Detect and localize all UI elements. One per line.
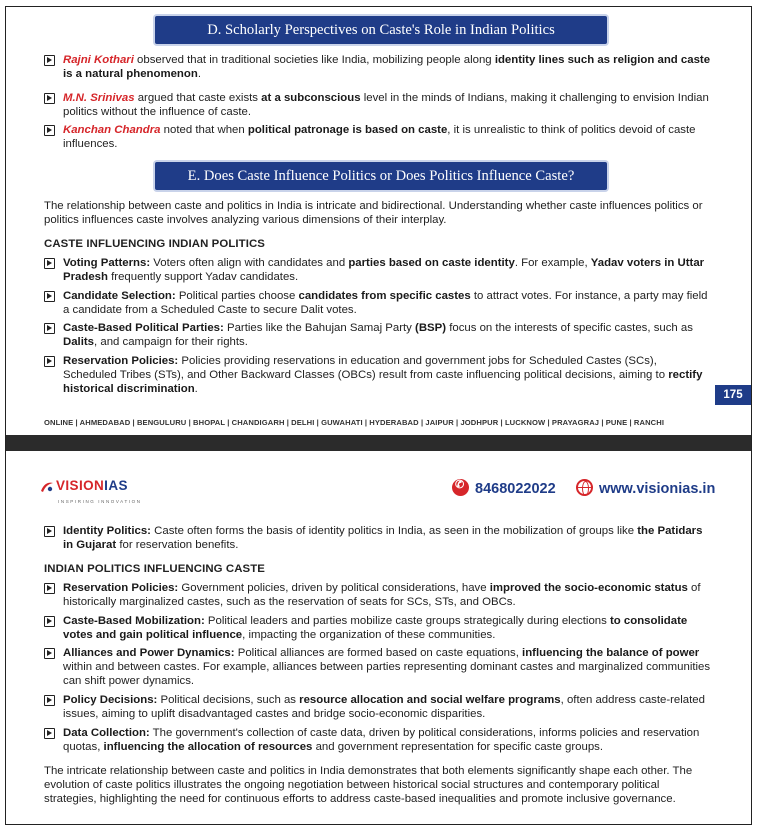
brand-tagline: INSPIRING INNOVATION [58,499,142,504]
item-text: frequently support Yadav candidates. [107,271,299,284]
item-text: level in the minds of Indians, making it challenging to envision Indian politics without the influence of caste. [63,92,709,119]
bullet-arrow-icon [44,526,55,537]
logo-swoosh-icon [40,480,54,494]
item-text: Political alliances are formed based on caste equations, [234,647,523,659]
bullet-arrow-icon [44,125,55,136]
item-label: Caste-Based Political Parties: [63,322,224,334]
item-text: Voters often align with candidates and [150,257,349,269]
item-text: Political parties choose [175,290,299,302]
item-text: Political leaders and parties mobilize caste groups strategically during elections [204,615,610,627]
item-emphasis: at a subconscious [261,92,361,104]
list-item [44,524,712,552]
brand-name [56,479,128,493]
item-label: Policy Decisions: [63,694,158,706]
phone-number: 8468022022 [475,481,556,497]
item-label: Candidate Selection: [63,290,176,302]
item-text: for reservation benefits. [116,539,239,552]
subheading-politics-influencing: INDIAN POLITICS INFLUENCING CASTE [44,563,265,575]
item-text: Caste often forms the basis of identity politics in India, as seen in the mobilization of groups like [150,525,638,537]
item-emphasis: parties based on caste identity [348,257,515,269]
item-text: argued that caste exists [134,92,262,104]
item-emphasis: Dalits [63,336,95,349]
item-emphasis: candidates from specific castes [298,290,471,302]
item-emphasis: influencing the allocation of resources [103,741,313,754]
bullet-arrow-icon [44,583,55,594]
globe-icon [576,479,593,496]
item-text: , and campaign for their rights. [94,336,248,349]
item-emphasis: influencing the balance of power [522,647,700,659]
item-text: observed that in traditional societies like India, mobilizing people along [133,54,495,66]
bullet-arrow-icon [44,356,55,367]
item-emphasis: political patronage is based on caste [247,124,448,136]
phone-icon [452,479,469,496]
bullet-arrow-icon [44,93,55,104]
item-emphasis: improved the socio-economic status [489,582,688,594]
item-label: Data Collection: [63,727,150,739]
item-text: . For example, [514,257,591,269]
bullet-arrow-icon [44,616,55,627]
item-text: . [194,383,198,396]
list-item [44,91,712,119]
item-text: , it is unrealistic to think of politics devoid of caste influences. [63,124,696,151]
subheading-caste-influencing: CASTE INFLUENCING INDIAN POLITICS [44,238,265,250]
item-emphasis: (BSP) [415,322,447,334]
page-175 [6,7,751,435]
list-item [44,123,712,151]
scholar-name: M.N. Srinivas [63,92,135,104]
bullet-arrow-icon [44,728,55,739]
item-text: to attract votes. For instance, a party may field a candidate from a Scheduled Caste to secure Dalit votes. [63,290,708,317]
bullet-arrow-icon [44,291,55,302]
list-item [44,289,712,317]
item-text: Political decisions, such as [157,694,300,706]
section-e-intro: The relationship between caste and politics in India is intricate and bidirectional. Understanding whether caste influences politics or politics influences caste involves analyzing various dimensions of their interplay. [44,200,703,227]
item-text: Policies providing reservations in education and government jobs for Scheduled Castes (SCs), Scheduled Tribes (STs), and Other Backward Classes (OBCs) result from caste influencing political decisions, aiming to [63,355,669,382]
website-url: www.visionias.in [599,481,716,497]
item-text: , impacting the organization of these communities. [242,629,496,642]
item-text: . [197,68,201,81]
item-emphasis: to consolidate votes and gain political influence [63,615,688,642]
bullet-arrow-icon [44,55,55,66]
item-label: Caste-Based Mobilization: [63,615,205,627]
item-label: Alliances and Power Dynamics: [63,647,235,659]
item-emphasis: Yadav voters in Uttar Pradesh [63,257,705,284]
item-text: The government's collection of caste data, driven by political considerations, informs policies and reservation quotas, [63,727,700,754]
visionias-logo [40,477,180,505]
list-item [44,53,712,81]
item-text: Parties like the Bahujan Samaj Party [223,322,416,334]
bullet-arrow-icon [44,323,55,334]
list-item [44,256,712,284]
item-label: Reservation Policies: [63,582,179,594]
item-emphasis: rectify historical discrimination [63,369,703,396]
item-text: , often address caste-related issues, aiming to uplift disadvantaged castes and bridge socio-economic disparities. [63,694,705,721]
bullet-arrow-icon [44,648,55,659]
item-emphasis: identity lines such as religion and caste is a natural phenomenon [63,54,711,81]
website-link[interactable] [576,479,715,496]
scholar-name: Kanchan Chandra [63,124,161,136]
footer-locations: ONLINE | AHMEDABAD | BENGULURU | BHOPAL | CHANDIGARH | DELHI | GUWAHATI | HYDERABAD | JAIPUR | JODHPUR | LUCKNOW | PRAYAGRAJ | PUNE | RANCHI [44,418,665,427]
document-frame [5,6,752,825]
bullet-arrow-icon [44,695,55,706]
conclusion-paragraph: The intricate relationship between caste and politics in India demonstrates that both elements significantly shape each other. The evolution of caste politics illustrates the ongoing negotiation between historical social structures and contemporary political strategies, highlighting the need for continuous efforts to address caste-based inequalities and promote inclusive governance. [44,765,693,806]
list-item [44,693,712,721]
item-label: Identity Politics: [63,525,151,537]
item-emphasis: the Patidars in Gujarat [63,525,703,552]
item-emphasis: resource allocation and social welfare programs [299,694,561,706]
section-d-heading: D. Scholarly Perspectives on Caste's Role in Indian Politics [155,16,607,44]
item-text: and government representation for specific caste groups. [312,741,604,754]
list-item [44,354,712,397]
brand-part: IAS [104,478,128,493]
item-label: Voting Patterns: [63,257,151,269]
page-176 [6,451,751,825]
item-text: within and between castes. For example, alliances between parties representing dominant castes and marginalized communities can shift power dynamics. [63,661,711,688]
scholar-name: Rajni Kothari [63,54,134,66]
page-divider [6,435,751,451]
section-e-heading: E. Does Caste Influence Politics or Does Politics Influence Caste? [155,162,607,190]
item-text: of historically marginalized castes, such as the reservation of seats for SCs, STs, and OBCs. [63,582,701,609]
item-text: noted that when [160,124,248,136]
item-label: Reservation Policies: [63,355,179,367]
list-item [44,614,712,642]
item-text: Government policies, driven by political considerations, have [178,582,490,594]
brand-part: VISION [56,478,105,493]
list-item [44,646,712,689]
item-text: focus on the interests of specific castes, such as [446,322,693,334]
page-number-badge: 175 [715,385,751,405]
bullet-arrow-icon [44,258,55,269]
list-item [44,321,712,349]
phone-contact[interactable] [452,479,556,496]
list-item [44,581,712,609]
list-item [44,726,712,754]
